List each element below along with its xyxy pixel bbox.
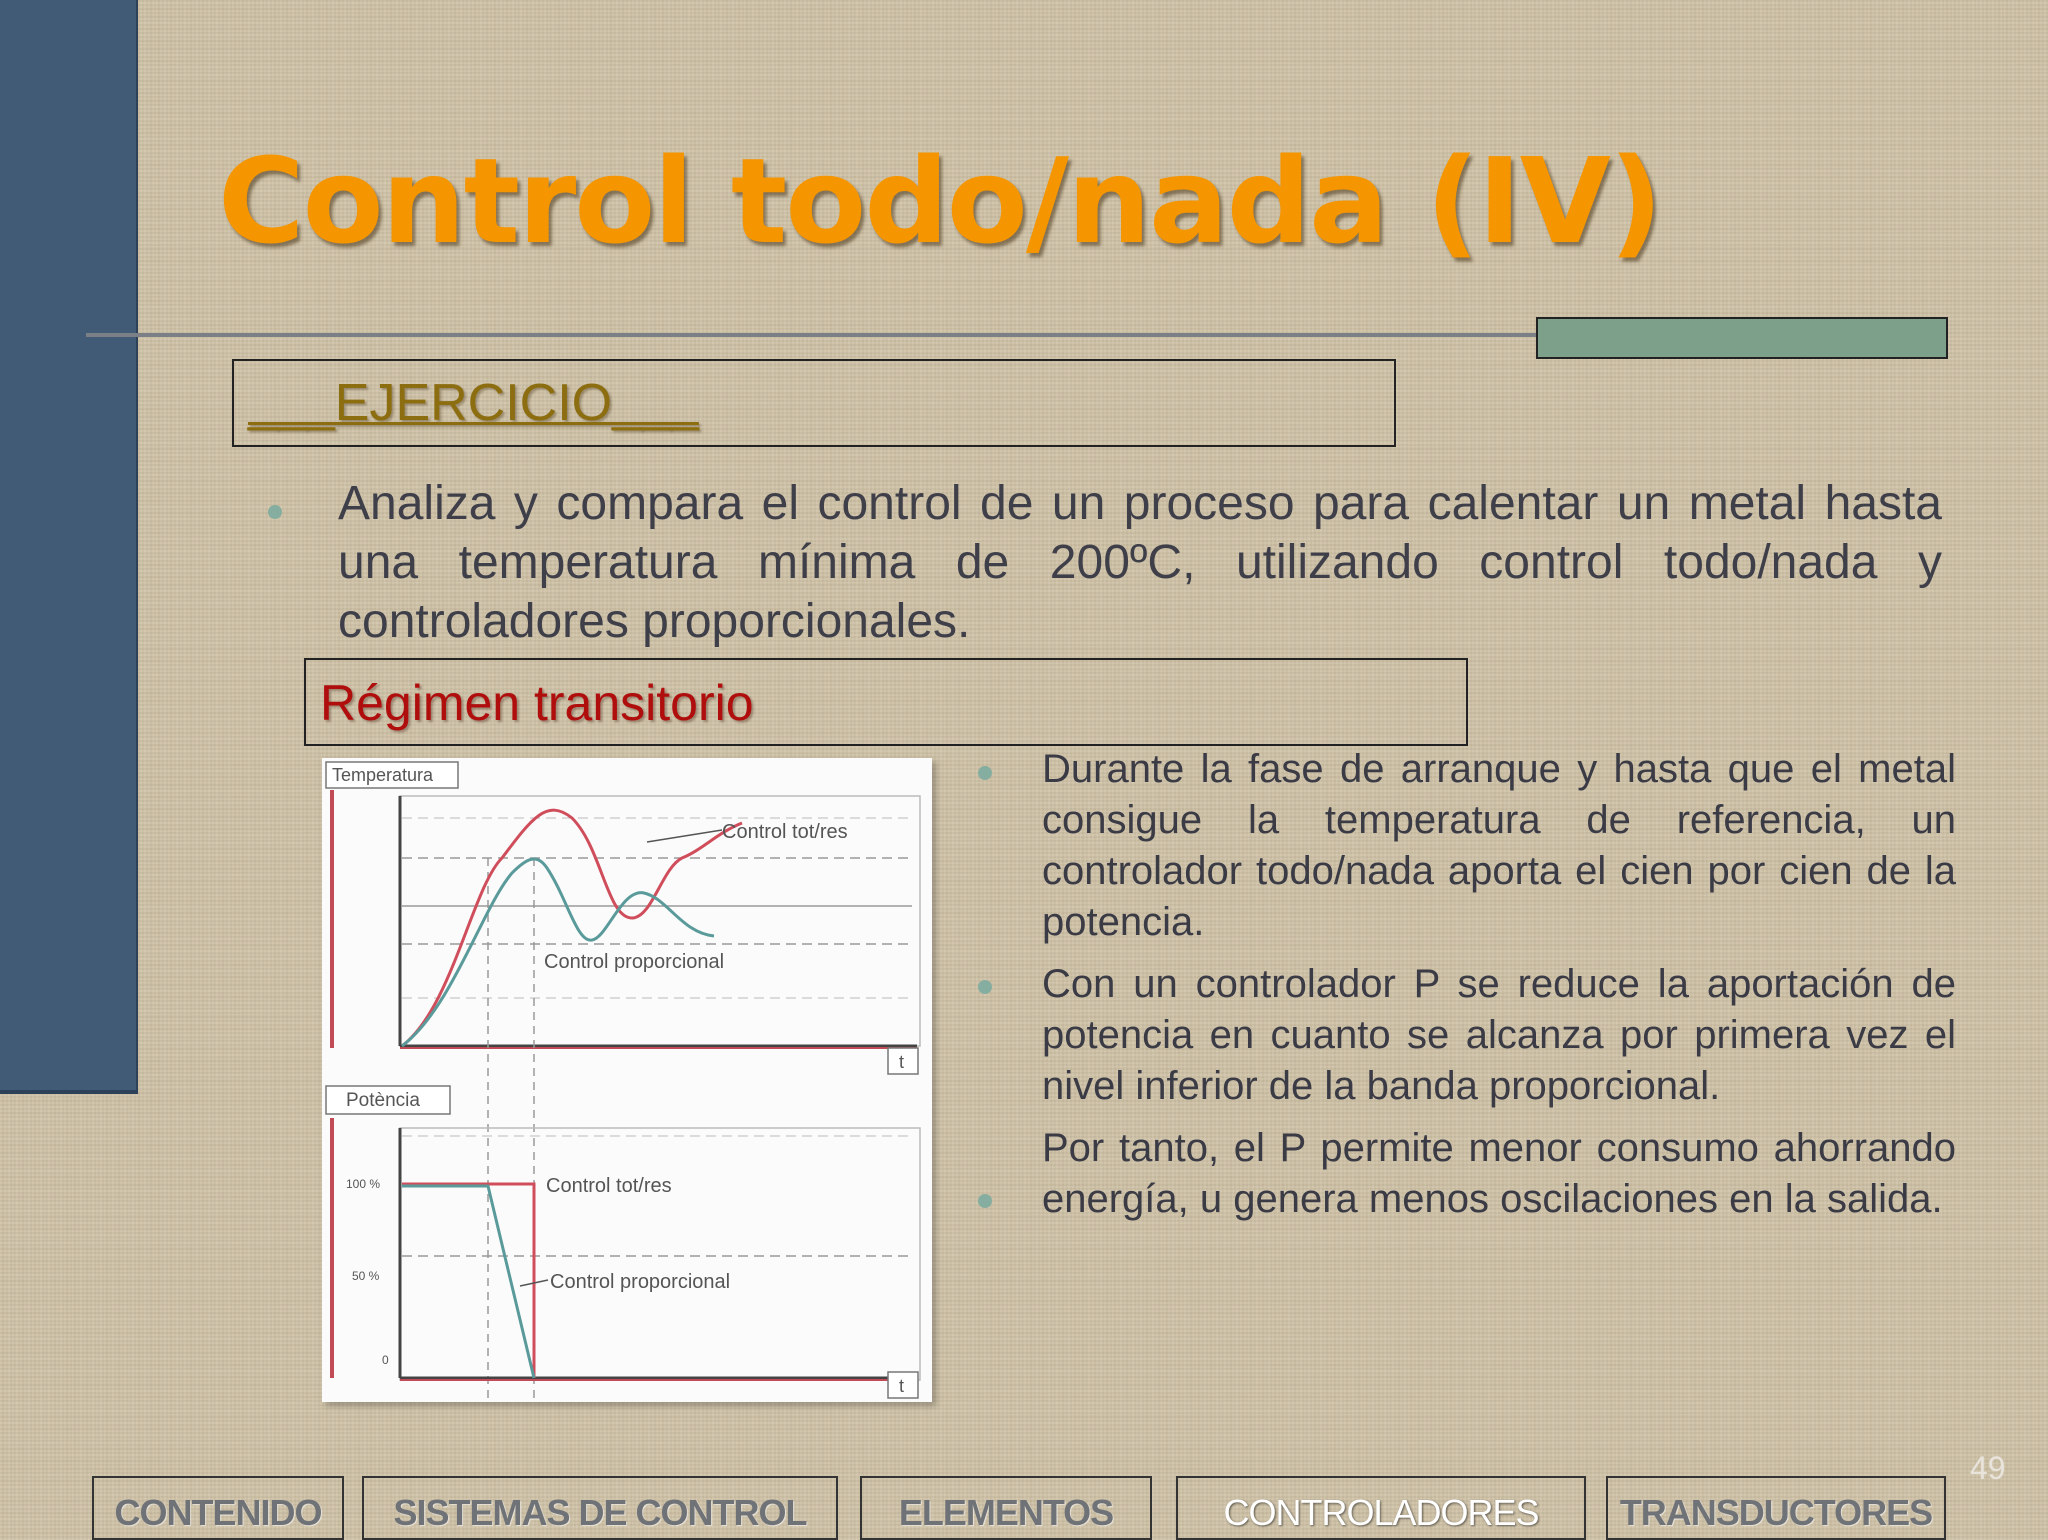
nav-sistemas-button[interactable]: SISTEMAS DE CONTROL — [362, 1476, 838, 1540]
ejercicio-box — [232, 359, 1396, 447]
regimen-box — [304, 658, 1468, 746]
power-tick-100: 100 % — [346, 1177, 381, 1191]
power-plot-frame — [400, 1128, 920, 1380]
response-figure — [322, 758, 932, 1402]
bullet-list — [1042, 744, 1956, 1236]
nav-contenido-button[interactable]: CONTENIDO — [92, 1476, 344, 1540]
bullet-dot — [268, 505, 282, 519]
power-prop-label: Control proporcional — [550, 1271, 731, 1293]
prop-power-line — [402, 1186, 534, 1378]
temp-prop-label: Control proporcional — [544, 951, 725, 973]
list-item: Por tanto, el P permite menor consumo ahorrando energía, u genera menos oscilaciones en la salida. — [1042, 1126, 1956, 1221]
intro-bullet-text: Analiza y compara el control de un proceso para calentar un metal hasta una temperatura mínima de 200ºC, utilizando control todo/nada y controladores proporcionales. — [338, 477, 1942, 648]
temp-time-label: t — [899, 1052, 905, 1072]
page-number: 49 — [1970, 1450, 2006, 1486]
slide-title: Control todo/nada (IV) — [218, 132, 1661, 270]
list-item: Durante la fase de arranque y hasta que el metal consigue la temperatura de referencia, un controlador todo/nada aporta el cien por cien de la potencia. — [1042, 747, 1956, 944]
bullet-dot — [978, 766, 992, 780]
temp-label: Temperatura — [332, 765, 434, 785]
sidebar-bar — [0, 0, 138, 1094]
regimen-label: Régimen transitorio — [320, 675, 754, 731]
bullet-dot — [978, 980, 992, 994]
nav-controladores-button[interactable]: CONTROLADORES — [1176, 1476, 1586, 1540]
list-item: Con un controlador P se reduce la aportación de potencia en cuanto se alcanza por primera vez el nivel inferior de la banda proporcional. — [1042, 962, 1956, 1108]
temp-onoff-label: Control tot/res — [722, 821, 848, 843]
nav-elementos-button[interactable]: ELEMENTOS — [860, 1476, 1152, 1540]
power-tick-50: 50 % — [352, 1269, 380, 1283]
onoff-power-line — [402, 1184, 534, 1378]
power-label: Potència — [346, 1090, 420, 1111]
power-tick-0: 0 — [382, 1353, 389, 1367]
power-time-label: t — [899, 1376, 905, 1396]
response-diagram — [322, 758, 932, 1402]
ejercicio-label: ___EJERCICIO___ — [248, 374, 699, 432]
accent-block — [1536, 317, 1948, 359]
bullet-dot — [978, 1194, 992, 1208]
nav-transductores-button[interactable]: TRANSDUCTORES — [1606, 1476, 1946, 1540]
power-onoff-label: Control tot/res — [546, 1175, 672, 1197]
